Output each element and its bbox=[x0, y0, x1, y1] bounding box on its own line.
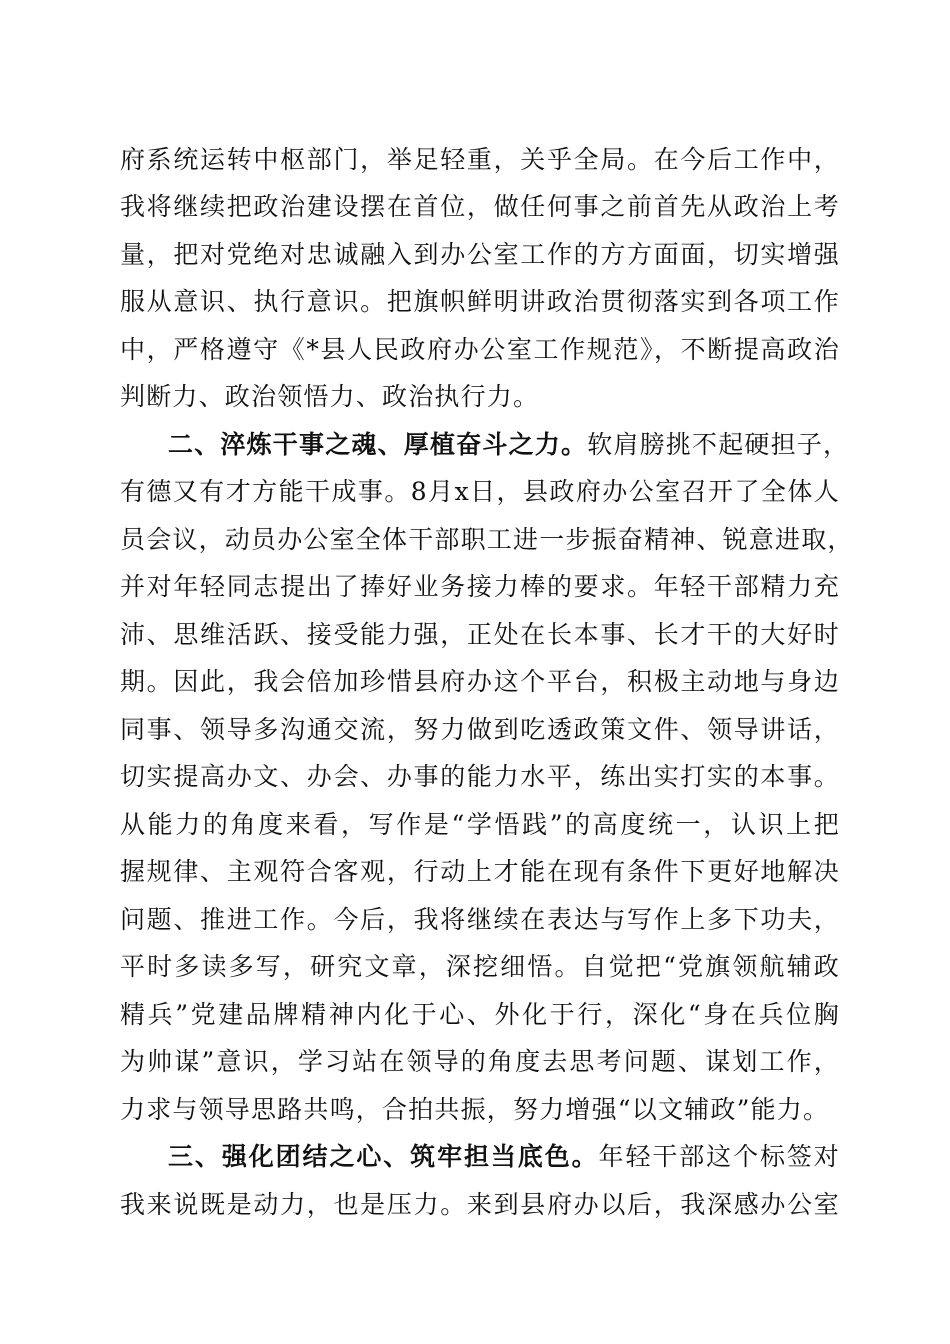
paragraph-line: 府系统运转中枢部门，举足轻重，关乎全局。在今后工作中， bbox=[120, 145, 840, 174]
section-first-line bbox=[168, 430, 850, 460]
paragraph-line: 沛、思维活跃、接受能力强，正处在长本事、长才干的大好时 bbox=[120, 620, 840, 649]
paragraph-line: 力求与领导思路共鸣，合拍共振，努力增强“以文辅政”能力。 bbox=[120, 1095, 830, 1124]
paragraph-line: 服从意识、执行意识。把旗帜鲜明讲政治贯彻落实到各项工作 bbox=[120, 287, 840, 316]
section-text: 软肩膀挑不起硬担子， bbox=[587, 430, 850, 459]
paragraph-line: 我来说既是动力，也是压力。来到县府办以后，我深感办公室 bbox=[120, 1190, 840, 1219]
paragraph-line: 切实提高办文、办会、办事的能力水平，练出实打实的本事。 bbox=[120, 762, 840, 791]
paragraph-line: 判断力、政治领悟力、政治执行力。 bbox=[120, 382, 540, 411]
paragraph-line: 问题、推进工作。今后，我将继续在表达与写作上多下功夫， bbox=[120, 905, 840, 934]
paragraph-line: 为帅谋”意识，学习站在领导的角度去思考问题、谋划工作， bbox=[120, 1047, 840, 1076]
section-heading: 二、淬炼干事之魂、厚植奋斗之力。 bbox=[168, 430, 588, 459]
section-text: 年轻干部这个标签对 bbox=[598, 1142, 840, 1171]
paragraph-line: 员会议，动员办公室全体干部职工进一步振奋精神、锐意进取， bbox=[120, 525, 854, 554]
paragraph-line: 同事、领导多沟通交流，努力做到吃透政策文件、领导讲话， bbox=[120, 715, 840, 744]
paragraph-line: 我将继续把政治建设摆在首位，做任何事之前首先从政治上考 bbox=[120, 192, 840, 221]
paragraph-line: 期。因此，我会倍加珍惜县府办这个平台，积极主动地与身边 bbox=[120, 667, 840, 696]
paragraph-line: 从能力的角度来看，写作是“学悟践”的高度统一，认识上把 bbox=[120, 810, 840, 839]
paragraph-line: 量，把对党绝对忠诚融入到办公室工作的方方面面，切实增强 bbox=[120, 240, 840, 269]
paragraph-line: 有德又有才方能干成事。8月x日，县政府办公室召开了全体人 bbox=[120, 477, 840, 506]
paragraph-line: 握规律、主观符合客观，行动上才能在现有条件下更好地解决 bbox=[120, 857, 840, 886]
paragraph-line: 并对年轻同志提出了捧好业务接力棒的要求。年轻干部精力充 bbox=[120, 572, 840, 601]
section-first-line bbox=[168, 1142, 840, 1172]
paragraph-line: 平时多读多写，研究文章，深挖细悟。自觉把“党旗领航辅政 bbox=[120, 952, 840, 981]
paragraph-line: 中，严格遵守《*县人民政府办公室工作规范》，不断提高政治 bbox=[120, 335, 840, 364]
section-heading: 三、强化团结之心、筑牢担当底色。 bbox=[168, 1142, 599, 1171]
paragraph-line: 精兵”党建品牌精神内化于心、外化于行，深化“身在兵位胸 bbox=[120, 1000, 840, 1029]
